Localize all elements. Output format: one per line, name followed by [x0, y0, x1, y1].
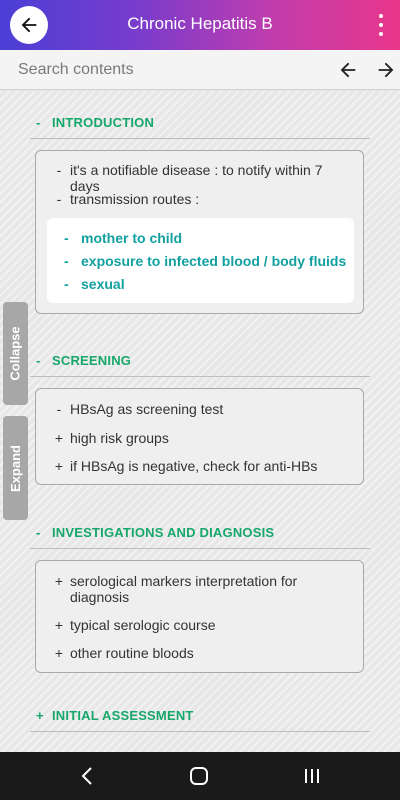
item-text: HBsAg as screening test — [70, 401, 224, 417]
item-text: typical serologic course — [70, 617, 216, 633]
section-title: INVESTIGATIONS AND DIAGNOSIS — [52, 525, 275, 540]
item-text: exposure to infected blood / body fluids — [81, 253, 347, 269]
item-sign: - — [56, 401, 62, 417]
expand-sign: + — [36, 708, 44, 723]
item-text: transmission routes : — [70, 191, 200, 207]
section-card-investigations — [35, 560, 364, 673]
section-card-introduction — [35, 150, 364, 314]
section-title: INTRODUCTION — [52, 115, 155, 130]
item-sign: - — [64, 230, 69, 246]
app-bar — [0, 0, 400, 50]
system-home-icon[interactable] — [187, 764, 211, 788]
item-sign: + — [54, 573, 64, 589]
collapse-sign: - — [36, 353, 41, 368]
section-card-screening — [35, 388, 364, 485]
collapse-sign: - — [36, 525, 41, 540]
item-text: other routine bloods — [70, 645, 194, 661]
item-sign: + — [54, 617, 64, 633]
system-recents-icon[interactable] — [300, 764, 324, 788]
section-title: INITIAL ASSESSMENT — [52, 708, 194, 723]
item-text: serological markers interpretation for diagnosis — [70, 573, 298, 605]
page-title: Chronic Hepatitis B — [127, 14, 273, 33]
item-sign: - — [64, 253, 69, 269]
item-sign: - — [64, 276, 69, 292]
search-bar — [0, 50, 400, 90]
expand-tab-label: Expand — [8, 444, 23, 492]
item-text: high risk groups — [70, 430, 169, 446]
back-arrow-icon — [18, 14, 40, 36]
item-text: mother to child — [81, 230, 183, 246]
item-text: it's a notifiable disease : to notify within 7 days — [70, 162, 323, 194]
collapse-all-tab[interactable] — [3, 302, 28, 405]
section-header-screening[interactable] — [30, 353, 370, 377]
item-sign: + — [54, 645, 64, 661]
system-navigation-bar — [0, 752, 400, 800]
search-input[interactable] — [18, 58, 308, 82]
content-area[interactable] — [0, 91, 400, 752]
arrow-right-icon[interactable] — [375, 59, 397, 81]
section-title: SCREENING — [52, 353, 132, 368]
transmission-routes-box — [47, 218, 354, 303]
kebab-menu-icon[interactable] — [376, 14, 386, 36]
item-text: if HBsAg is negative, check for anti-HBs — [70, 458, 318, 474]
collapse-tab-label: Collapse — [8, 326, 23, 381]
system-back-icon[interactable] — [76, 764, 100, 788]
arrow-left-icon[interactable] — [337, 59, 359, 81]
item-text: sexual — [81, 276, 125, 292]
item-sign: + — [54, 458, 64, 474]
item-sign: - — [56, 162, 62, 178]
item-sign: + — [54, 430, 64, 446]
item-sign: - — [56, 191, 62, 207]
section-header-investigations[interactable] — [30, 525, 370, 549]
expand-all-tab[interactable] — [3, 416, 28, 520]
section-header-introduction[interactable] — [30, 115, 370, 139]
back-button[interactable] — [10, 6, 48, 44]
section-header-initial-assessment[interactable] — [30, 708, 370, 732]
collapse-sign: - — [36, 115, 41, 130]
